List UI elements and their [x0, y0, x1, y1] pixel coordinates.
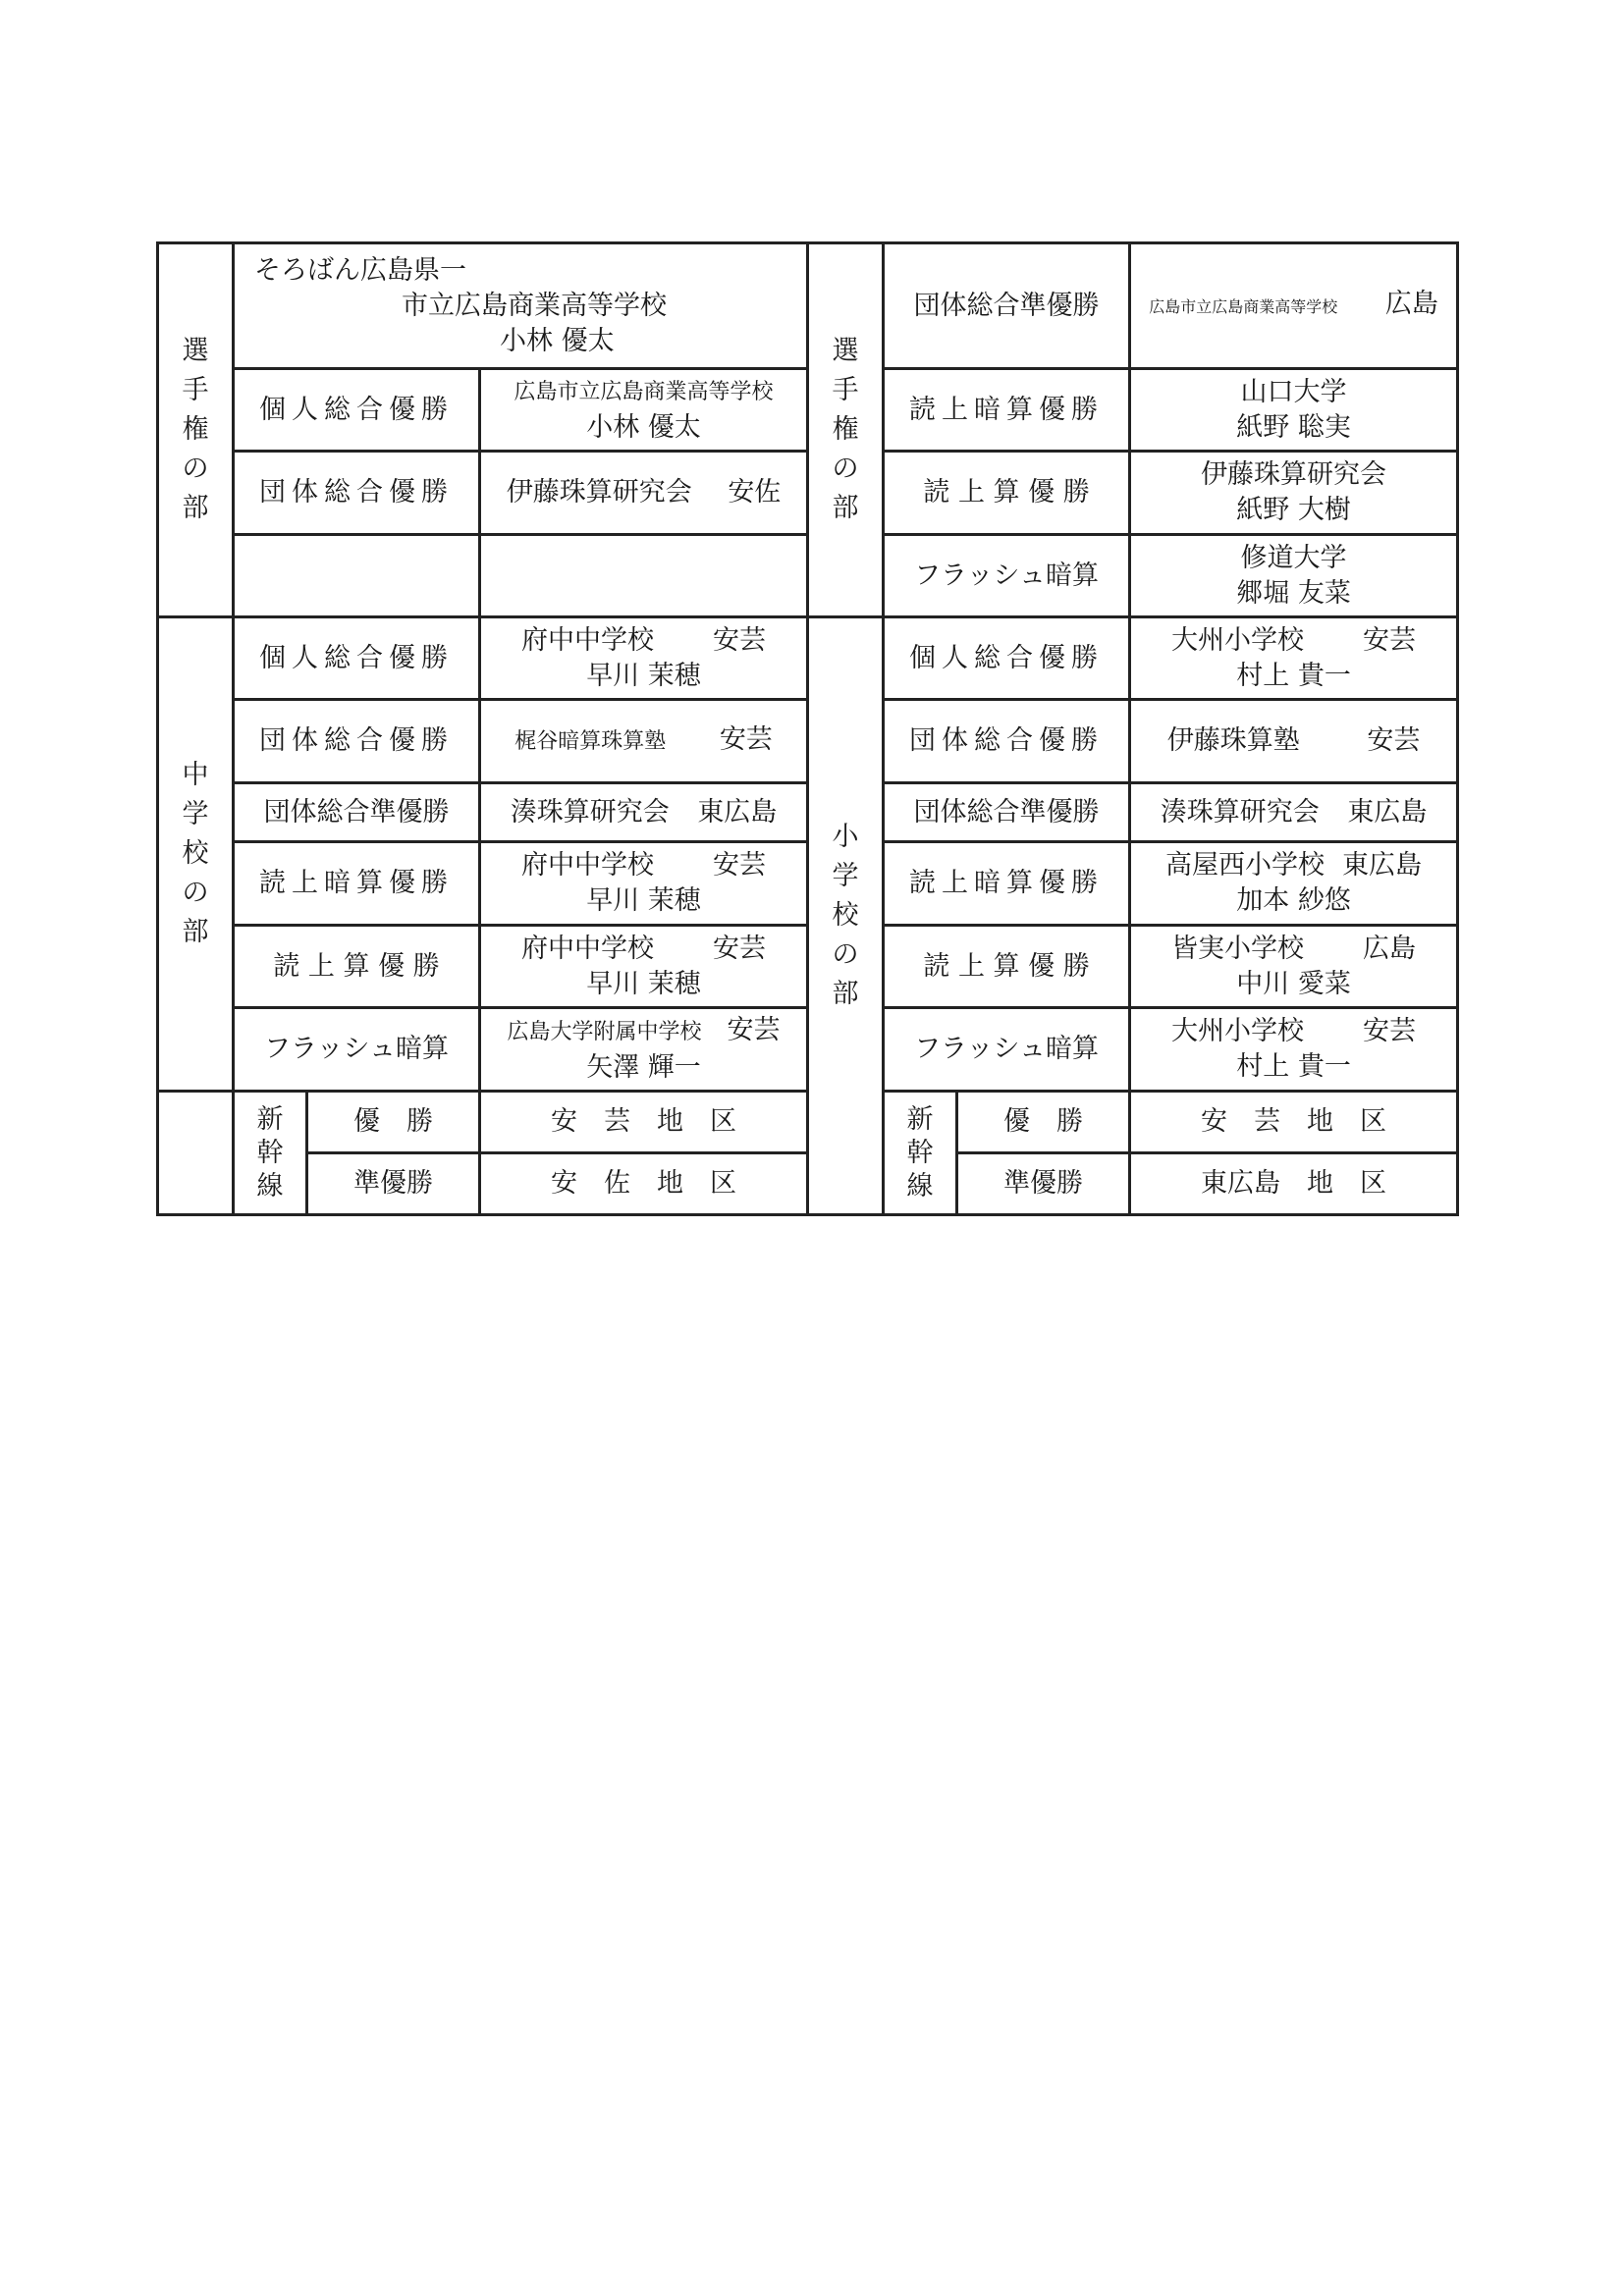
middle-winner-2 — [480, 783, 808, 842]
winner-org: 府中中学校 — [521, 933, 655, 964]
senshuken-left-empty-label — [234, 535, 480, 617]
vertical-char: の — [182, 454, 209, 484]
senshuken-left-winner-1 — [480, 452, 808, 535]
winner-org: 修道大学 — [1240, 542, 1347, 573]
winner-name: 郷堀 友菜 — [1236, 577, 1351, 609]
elementary-label-5: フラッシュ暗算 — [884, 1008, 1130, 1092]
winner-name: 加本 紗悠 — [1236, 885, 1351, 916]
senshuken-left-winner-0 — [480, 369, 808, 452]
vertical-char: 選 — [832, 336, 859, 366]
middle-label-0: 個人総合優勝 — [234, 617, 480, 700]
winner-name: 村上 貴一 — [1236, 1051, 1351, 1082]
winner-area: 安芸 — [1363, 1016, 1417, 1046]
section-senshuken-right — [808, 243, 884, 617]
winner-area: 安芸 — [713, 850, 767, 881]
vertical-char: 学 — [832, 861, 859, 891]
vertical-char: 校 — [182, 838, 209, 869]
vertical-char: 新 — [906, 1103, 934, 1135]
middle-shinkansen-blank — [158, 1092, 234, 1215]
vertical-label — [165, 332, 226, 528]
section-senshuken-left — [158, 243, 234, 617]
winner-org: 大州小学校 — [1171, 624, 1305, 656]
winner-name: 早川 茉穂 — [586, 885, 701, 916]
winner-area: 安芸 — [1363, 624, 1417, 656]
winner-org: 大州小学校 — [1171, 1016, 1305, 1046]
shinkansen-middle-result-0: 安 芸 地 区 — [480, 1092, 808, 1153]
senshuken-left-label-0: 個人総合優勝 — [234, 369, 480, 452]
middle-winner-4 — [480, 926, 808, 1008]
winner-org: 府中中学校 — [521, 624, 655, 656]
winner-org: 伊藤珠算塾 — [1166, 725, 1300, 756]
senshuken-right-winner-2 — [1130, 452, 1458, 535]
middle-winner-1 — [480, 700, 808, 783]
winner-org: 山口大学 — [1240, 376, 1347, 407]
vertical-char: 線 — [906, 1170, 934, 1201]
results-table — [156, 241, 1459, 1216]
elementary-label-4: 読 上 算 優 勝 — [884, 926, 1130, 1008]
champion-school: 市立広島商業高等学校 — [402, 290, 667, 321]
elementary-label-2: 団体総合準優勝 — [884, 783, 1130, 842]
vertical-char: 新 — [256, 1103, 284, 1135]
vertical-char: 権 — [832, 414, 859, 445]
winner-org: 府中中学校 — [521, 850, 655, 881]
winner-name: 紙野 聡実 — [1236, 411, 1351, 443]
vertical-char: 線 — [256, 1170, 284, 1201]
elementary-winner-4 — [1130, 926, 1458, 1008]
shinkansen-middle-label-0: 優 勝 — [307, 1092, 480, 1153]
senshuken-right-winner-3 — [1130, 535, 1458, 617]
middle-label-3: 読上暗算優勝 — [234, 842, 480, 926]
vertical-char: の — [832, 454, 859, 484]
winner-org: 広島大学附属中学校 — [507, 1020, 702, 1044]
winner-name: 村上 貴一 — [1236, 660, 1351, 691]
shinkansen-middle-result-1: 安 佐 地 区 — [480, 1153, 808, 1215]
senshuken-right-label-3: フラッシュ暗算 — [884, 535, 1130, 617]
winner-org: 湊珠算研究会 — [510, 796, 670, 828]
middle-label-5: フラッシュ暗算 — [234, 1008, 480, 1092]
senshuken-left-empty-winner — [480, 535, 808, 617]
vertical-char: 小 — [832, 822, 859, 852]
vertical-char: 選 — [182, 336, 209, 366]
winner-org: 広島市立広島商業高等学校 — [1149, 297, 1338, 316]
champion-title: そろばん広島県一 — [254, 254, 466, 286]
winner-org: 高屋西小学校 — [1165, 850, 1325, 881]
winner-area: 東広島 — [697, 796, 778, 828]
winner-area: 広島 — [1384, 289, 1438, 319]
vertical-char: 幹 — [906, 1137, 934, 1168]
elementary-label-3: 読上暗算優勝 — [884, 842, 1130, 926]
shinkansen-elementary-label-0: 優 勝 — [957, 1092, 1130, 1153]
vertical-label — [891, 1103, 949, 1203]
vertical-char: の — [182, 878, 209, 908]
senshuken-right-winner-0 — [1130, 243, 1458, 369]
middle-label-4: 読 上 算 優 勝 — [234, 926, 480, 1008]
vertical-char: 中 — [182, 760, 209, 790]
winner-org: 皆実小学校 — [1171, 933, 1305, 964]
winner-name: 早川 茉穂 — [586, 968, 701, 999]
winner-org: 梶谷暗算珠算塾 — [514, 729, 667, 754]
vertical-char: 学 — [182, 799, 209, 829]
vertical-label — [815, 818, 876, 1014]
section-shinkansen-elementary — [884, 1092, 957, 1215]
middle-winner-5 — [480, 1008, 808, 1092]
middle-winner-3 — [480, 842, 808, 926]
winner-area: 安芸 — [713, 624, 767, 656]
senshuken-left-label-1: 団体総合優勝 — [234, 452, 480, 535]
winner-org: 湊珠算研究会 — [1160, 796, 1320, 828]
winner-area: 安芸 — [1367, 725, 1421, 756]
elementary-winner-2 — [1130, 783, 1458, 842]
section-chugakko — [158, 617, 234, 1092]
vertical-char: 部 — [182, 917, 209, 947]
winner-area: 安佐 — [728, 477, 782, 507]
champion-name: 小林 優太 — [500, 325, 615, 356]
section-shinkansen-middle — [234, 1092, 307, 1215]
winner-name: 小林 優太 — [586, 411, 701, 443]
vertical-char: 権 — [182, 414, 209, 445]
elementary-winner-1 — [1130, 700, 1458, 783]
shinkansen-middle-label-1: 準優勝 — [307, 1153, 480, 1215]
shinkansen-elementary-result-0: 安 芸 地 区 — [1130, 1092, 1458, 1153]
winner-name: 中川 愛菜 — [1236, 968, 1351, 999]
vertical-char: 幹 — [256, 1137, 284, 1168]
senshuken-right-winner-1 — [1130, 369, 1458, 452]
vertical-label — [241, 1103, 299, 1203]
winner-name: 紙野 大樹 — [1236, 495, 1351, 525]
winner-org: 伊藤珠算研究会 — [1201, 459, 1387, 490]
winner-area: 東広島 — [1342, 850, 1423, 881]
vertical-char: 手 — [182, 375, 209, 405]
champion-cell — [234, 243, 808, 369]
elementary-winner-0 — [1130, 617, 1458, 700]
vertical-char: 部 — [832, 493, 859, 523]
winner-area: 安芸 — [727, 1015, 781, 1045]
vertical-char: 校 — [832, 900, 859, 931]
winner-name: 早川 茉穂 — [586, 660, 701, 691]
winner-org: 伊藤珠算研究会 — [506, 477, 692, 507]
senshuken-right-label-1: 読上暗算優勝 — [884, 369, 1130, 452]
elementary-winner-5 — [1130, 1008, 1458, 1092]
shinkansen-elementary-label-1: 準優勝 — [957, 1153, 1130, 1215]
vertical-label — [165, 756, 226, 952]
section-shogakko — [808, 617, 884, 1215]
vertical-char: 部 — [182, 493, 209, 523]
elementary-winner-3 — [1130, 842, 1458, 926]
senshuken-right-label-2: 読 上 算 優 勝 — [884, 452, 1130, 535]
winner-area: 安芸 — [713, 933, 767, 964]
winner-name: 矢澤 輝一 — [586, 1052, 701, 1083]
middle-label-1: 団体総合優勝 — [234, 700, 480, 783]
vertical-char: の — [832, 939, 859, 970]
middle-winner-0 — [480, 617, 808, 700]
senshuken-right-label-0: 団体総合準優勝 — [884, 243, 1130, 369]
elementary-label-1: 団体総合優勝 — [884, 700, 1130, 783]
vertical-char: 部 — [832, 979, 859, 1009]
winner-org: 広島市立広島商業高等学校 — [514, 379, 774, 404]
winner-area: 安芸 — [719, 724, 773, 755]
winner-area: 東広島 — [1347, 796, 1428, 828]
shinkansen-elementary-result-1: 東広島 地 区 — [1130, 1153, 1458, 1215]
elementary-label-0: 個人総合優勝 — [884, 617, 1130, 700]
winner-area: 広島 — [1363, 933, 1417, 964]
middle-label-2: 団体総合準優勝 — [234, 783, 480, 842]
vertical-label — [815, 332, 876, 528]
vertical-char: 手 — [832, 375, 859, 405]
